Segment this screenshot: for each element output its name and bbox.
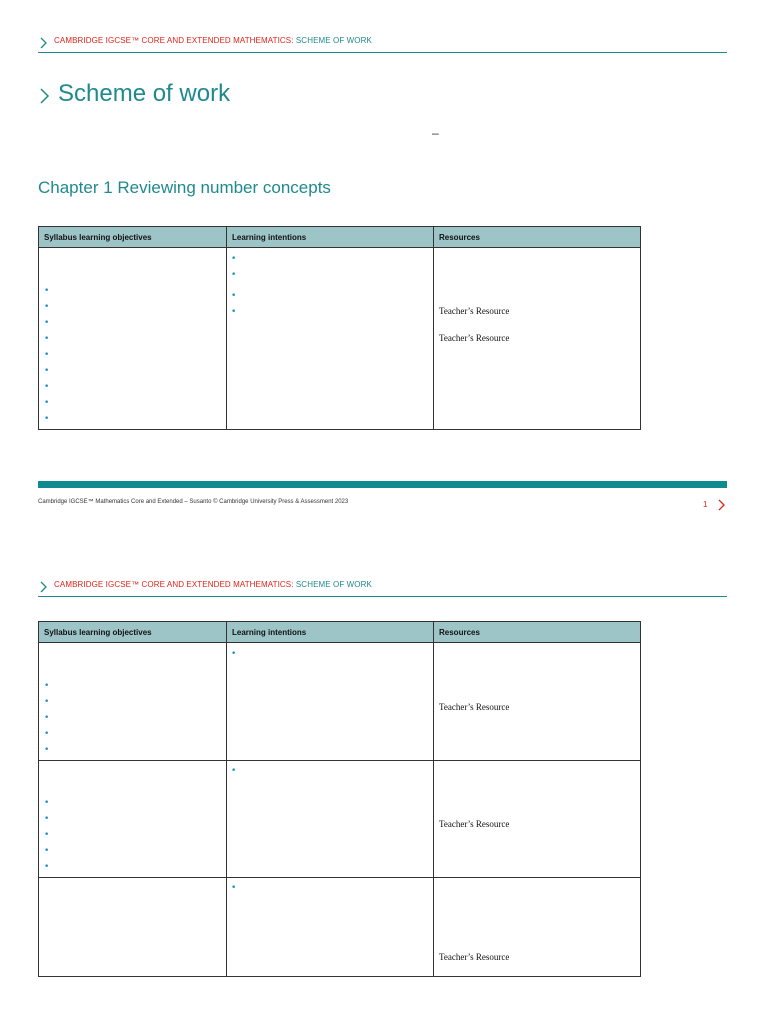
resource-label: Teacher’s Resource — [439, 306, 510, 316]
objectives-cell — [39, 761, 227, 878]
resource-label: Teacher’s Resource — [439, 702, 510, 712]
intentions-header: Learning intentions — [227, 227, 434, 248]
table-row — [39, 878, 641, 977]
resources-header: Resources — [434, 622, 641, 643]
bullet: • — [44, 830, 50, 840]
resources-cell — [434, 643, 641, 761]
intentions-header: Learning intentions — [227, 622, 434, 643]
resources-cell — [434, 878, 641, 977]
table-header-row — [39, 227, 641, 248]
table-header-row — [39, 622, 641, 643]
running-head-text — [54, 580, 372, 589]
page-number: 1 — [703, 500, 708, 509]
bullet: • — [44, 350, 50, 360]
chevron-right-icon — [38, 37, 48, 49]
scheme-table — [38, 621, 641, 977]
bullet: • — [44, 302, 50, 312]
intentions-cell — [227, 878, 434, 977]
chevron-right-icon — [38, 87, 50, 105]
page-title-text: Scheme of work — [58, 80, 231, 107]
bullet: • — [44, 334, 50, 344]
running-head-suffix: SCHEME OF WORK — [295, 36, 372, 45]
objectives-cell — [39, 643, 227, 761]
objectives-cell — [39, 878, 227, 977]
footer-bar — [38, 481, 727, 488]
running-head-text — [54, 36, 372, 45]
bullet: • — [44, 286, 50, 296]
bullet: • — [44, 729, 50, 739]
bullet: • — [231, 307, 237, 317]
bullet: • — [231, 270, 237, 280]
table-row — [39, 643, 641, 761]
table-row — [39, 761, 641, 878]
running-head-prefix: CAMBRIDGE IGCSE™ CORE AND EXTENDED MATHEMATICS: — [54, 580, 294, 589]
chevron-right-icon — [717, 499, 726, 511]
intentions-cell — [227, 643, 434, 761]
resource-label: Teacher’s Resource — [439, 952, 510, 962]
bullet: • — [231, 291, 237, 301]
bullet: • — [231, 649, 237, 659]
bullet: • — [44, 382, 50, 392]
footer-text: Cambridge IGCSE™ Mathematics Core and Extended – Susanto © Cambridge University Press & Assessment 2023 — [38, 499, 349, 505]
chevron-right-icon — [38, 581, 48, 593]
bullet: • — [44, 414, 50, 424]
bullet: • — [44, 398, 50, 408]
bullet: • — [44, 318, 50, 328]
resources-header: Resources — [434, 227, 641, 248]
bullet: • — [44, 681, 50, 691]
table-row — [39, 248, 641, 430]
objectives-header: Syllabus learning objectives — [39, 622, 227, 643]
bullet: • — [44, 745, 50, 755]
bullet: • — [44, 798, 50, 808]
objectives-header: Syllabus learning objectives — [39, 227, 227, 248]
bullet: • — [44, 713, 50, 723]
resource-label: Teacher’s Resource — [439, 333, 510, 343]
bullet: • — [44, 846, 50, 856]
dash-mark: – — [432, 126, 439, 140]
running-head — [38, 578, 727, 597]
intentions-cell — [227, 248, 434, 430]
running-head — [38, 34, 727, 53]
bullet: • — [231, 254, 237, 264]
chapter-heading: Chapter 1 Reviewing number concepts — [38, 178, 331, 197]
bullet: • — [44, 366, 50, 376]
bullet: • — [44, 814, 50, 824]
bullet: • — [44, 697, 50, 707]
bullet: • — [231, 883, 237, 893]
bullet: • — [231, 766, 237, 776]
resource-label: Teacher’s Resource — [439, 819, 510, 829]
scheme-table — [38, 226, 641, 430]
objectives-cell — [39, 248, 227, 430]
resources-cell — [434, 761, 641, 878]
intentions-cell — [227, 761, 434, 878]
running-head-prefix: CAMBRIDGE IGCSE™ CORE AND EXTENDED MATHEMATICS: — [54, 36, 294, 45]
bullet: • — [44, 862, 50, 872]
resources-cell — [434, 248, 641, 430]
running-head-suffix: SCHEME OF WORK — [295, 580, 372, 589]
